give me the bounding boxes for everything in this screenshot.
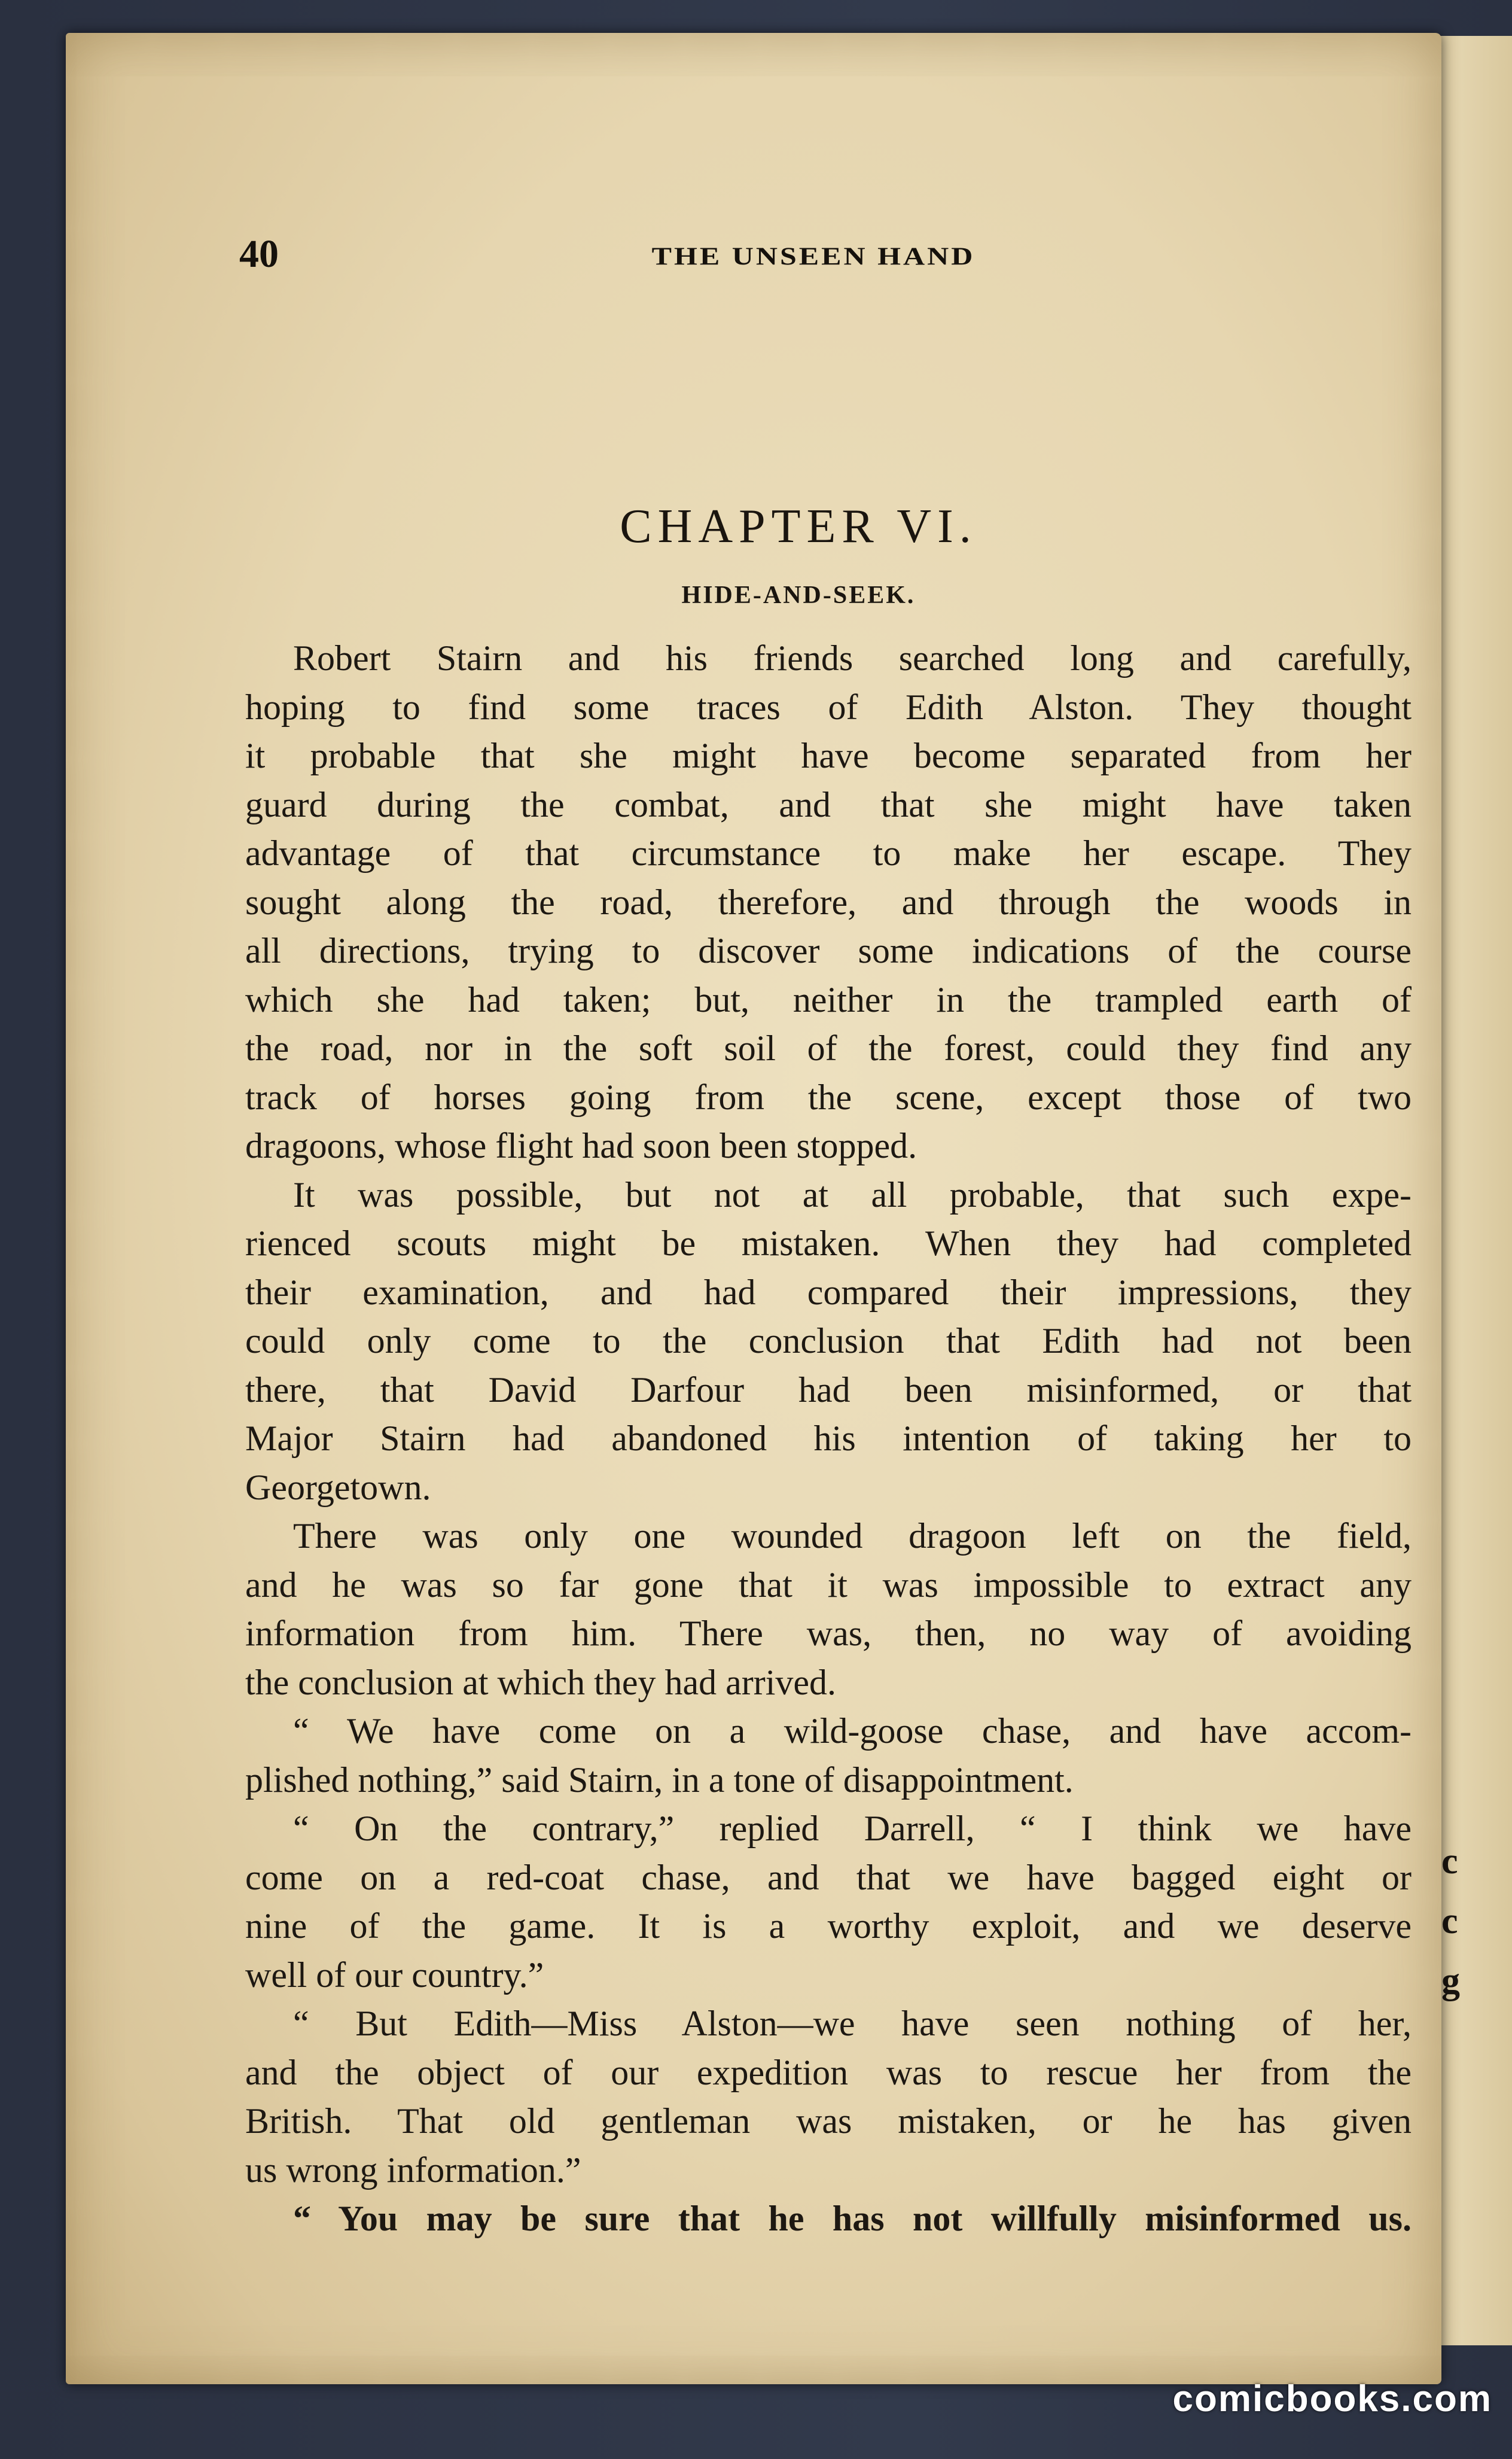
text-line: it probable that she might have become separated from her [245, 736, 1412, 775]
text-line: Robert Stairn and his friends searched long and carefully, [293, 638, 1412, 678]
text-line: the road, nor in the soft soil of the forest, could they find any [245, 1028, 1412, 1068]
show-through-texture [245, 296, 1441, 428]
text-line: sought along the road, therefore, and through the woods in [245, 882, 1412, 922]
text-line: the conclusion at which they had arrived. [245, 1662, 837, 1702]
text-line: all directions, trying to discover some indications of the course [245, 931, 1412, 970]
text-line: hoping to find some traces of Edith Alston. They thought [245, 687, 1412, 727]
text-line: Major Stairn had abandoned his intention of taking her to [245, 1419, 1412, 1458]
text-line: there, that David Darfour had been misinformed, or that [245, 1370, 1412, 1410]
text-line: which she had taken; but, neither in the trampled earth of [245, 979, 1412, 1019]
page-number: 40 [239, 232, 279, 276]
running-head [239, 230, 1172, 278]
adjacent-page-glyph: g [1441, 1961, 1460, 2001]
text-line: There was only one wounded dragoon left on the field, [293, 1516, 1412, 1556]
text-line: could only come to the conclusion that Edith had not been [245, 1321, 1412, 1361]
text-line: advantage of that circumstance to make her escape. They [245, 833, 1412, 873]
watermark: comicbooks.com [1172, 2378, 1492, 2420]
text-line: “ But Edith—Miss Alston—we have seen nothing of her, [293, 2004, 1412, 2043]
text-line: rienced scouts might be mistaken. When they had completed [245, 1224, 1412, 1263]
text-line: their examination, and had compared their impressions, they [245, 1272, 1412, 1312]
text-line: “ On the contrary,” replied Darrell, “ I think we have [293, 1809, 1412, 1848]
text-line: British. That old gentleman was mistaken, or he has given [245, 2101, 1412, 2141]
text-line: guard during the combat, and that she might have taken [245, 784, 1412, 824]
text-line: well of our country.” [245, 1955, 544, 1995]
body-text [245, 634, 1412, 2244]
text-line: Georgetown. [245, 1467, 431, 1507]
text-line: dragoons, whose flight had soon been stopped. [245, 1126, 917, 1165]
running-title: THE UNSEEN HAND [651, 242, 976, 270]
text-line: plished nothing,” said Stairn, in a tone of disappointment. [245, 1760, 1074, 1800]
text-line: nine of the game. It is a worthy exploit, and we deserve [245, 1906, 1412, 1946]
text-line: track of horses going from the scene, except those of two [245, 1077, 1412, 1117]
adjacent-page-glyph: c [1441, 1901, 1458, 1941]
text-line: “ You may be sure that he has not willfully misinformed us. [293, 2199, 1412, 2238]
adjacent-page-glyph: c [1441, 1841, 1458, 1882]
text-line: and the object of our expedition was to rescue her from the [245, 2052, 1412, 2092]
text-line: and he was so far gone that it was impossible to extract any [245, 1565, 1412, 1605]
text-line: come on a red-coat chase, and that we have bagged eight or [245, 1857, 1412, 1897]
chapter-title: CHAPTER VI. [620, 500, 977, 553]
text-line: information from him. There was, then, no way of avoiding [245, 1614, 1412, 1653]
text-line: us wrong information.” [245, 2150, 581, 2190]
chapter-subtitle: HIDE-AND-SEEK. [681, 582, 916, 609]
text-line: It was possible, but not at all probable, that such expe- [293, 1174, 1412, 1215]
text-line: “ We have come on a wild-goose chase, and have accom- [293, 1711, 1412, 1751]
